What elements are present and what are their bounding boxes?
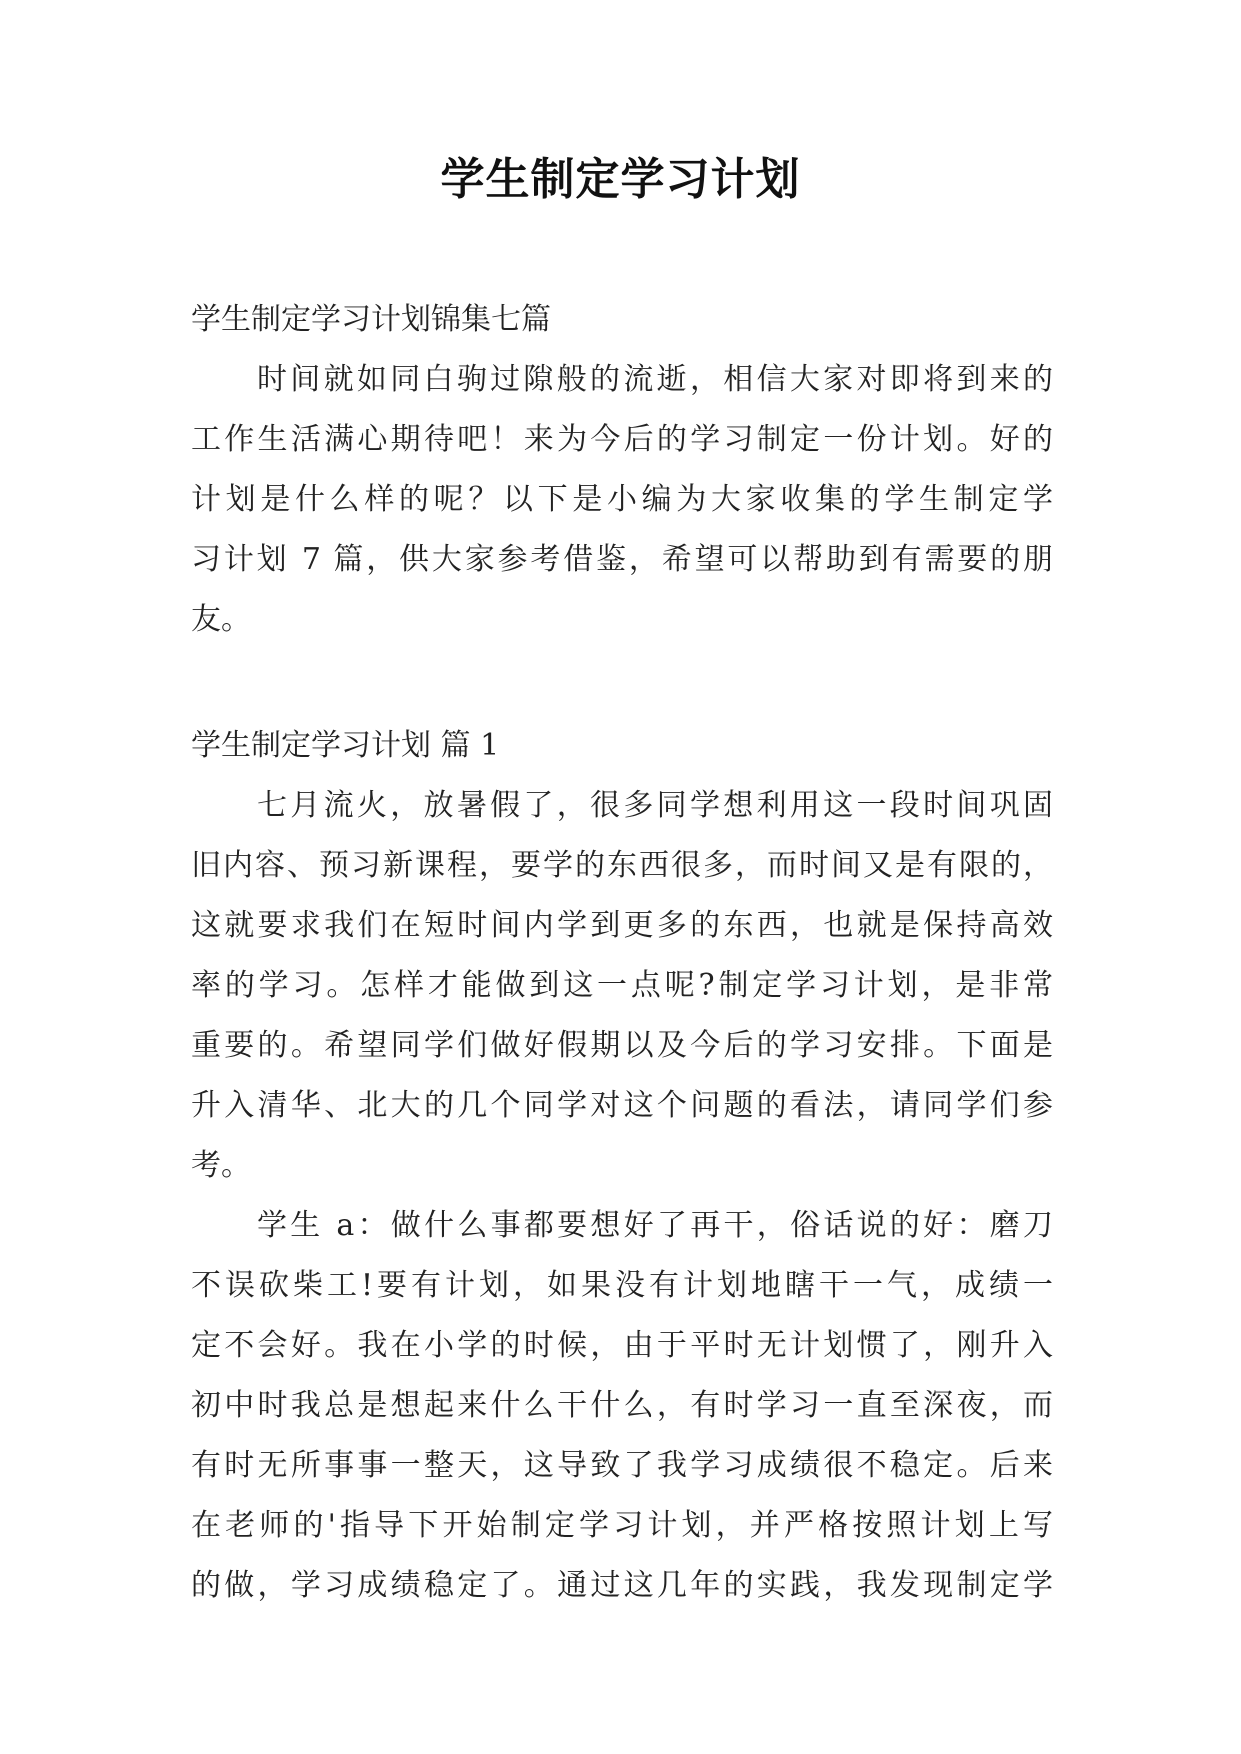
paragraph-line: 定不会好。我在小学的时候，由于平时无计划惯了，刚升入	[191, 1328, 1053, 1363]
paragraph-line: 这就要求我们在短时间内学到更多的东西，也就是保持高效	[191, 908, 1053, 943]
paragraph-line: 在老师的'指导下开始制定学习计划，并严格按照计划上写	[191, 1508, 1053, 1543]
paragraph-line: 学生 a：做什么事都要想好了再干，俗话说的好：磨刀	[257, 1208, 1053, 1243]
paragraph-line: 率的学习。怎样才能做到这一点呢?制定学习计划，是非常	[191, 968, 1053, 1003]
intro-line: 习计划 7 篇，供大家参考借鉴，希望可以帮助到有需要的朋	[191, 542, 1053, 577]
paragraph-line: 初中时我总是想起来什么干什么，有时学习一直至深夜，而	[191, 1388, 1053, 1423]
intro-line: 工作生活满心期待吧！来为今后的学习制定一份计划。好的	[191, 422, 1053, 457]
document-title: 学生制定学习计划	[440, 154, 801, 205]
paragraph-line: 不误砍柴工!要有计划，如果没有计划地瞎干一气，成绩一	[191, 1268, 1053, 1303]
section-heading: 学生制定学习计划 篇 1	[191, 728, 500, 763]
document-body	[191, 290, 1053, 1616]
intro-line: 时间就如同白驹过隙般的流逝，相信大家对即将到来的	[257, 362, 1053, 397]
paragraph-line: 考。	[191, 1148, 251, 1183]
paragraph-line: 重要的。希望同学们做好假期以及今后的学习安排。下面是	[191, 1028, 1053, 1063]
document-subtitle: 学生制定学习计划锦集七篇	[191, 302, 551, 337]
paragraph-line: 升入清华、北大的几个同学对这个问题的看法，请同学们参	[191, 1088, 1053, 1123]
paragraph-line: 有时无所事事一整天，这导致了我学习成绩很不稳定。后来	[191, 1448, 1053, 1483]
paragraph-line: 的做，学习成绩稳定了。通过这几年的实践，我发现制定学	[191, 1568, 1053, 1603]
section-gap	[191, 650, 1053, 716]
intro-line: 计划是什么样的呢？以下是小编为大家收集的学生制定学	[191, 482, 1053, 517]
intro-line: 友。	[191, 602, 251, 637]
paragraph-line: 旧内容、预习新课程，要学的东西很多，而时间又是有限的，	[191, 848, 1053, 883]
paragraph-line: 七月流火，放暑假了，很多同学想利用这一段时间巩固	[257, 788, 1053, 823]
